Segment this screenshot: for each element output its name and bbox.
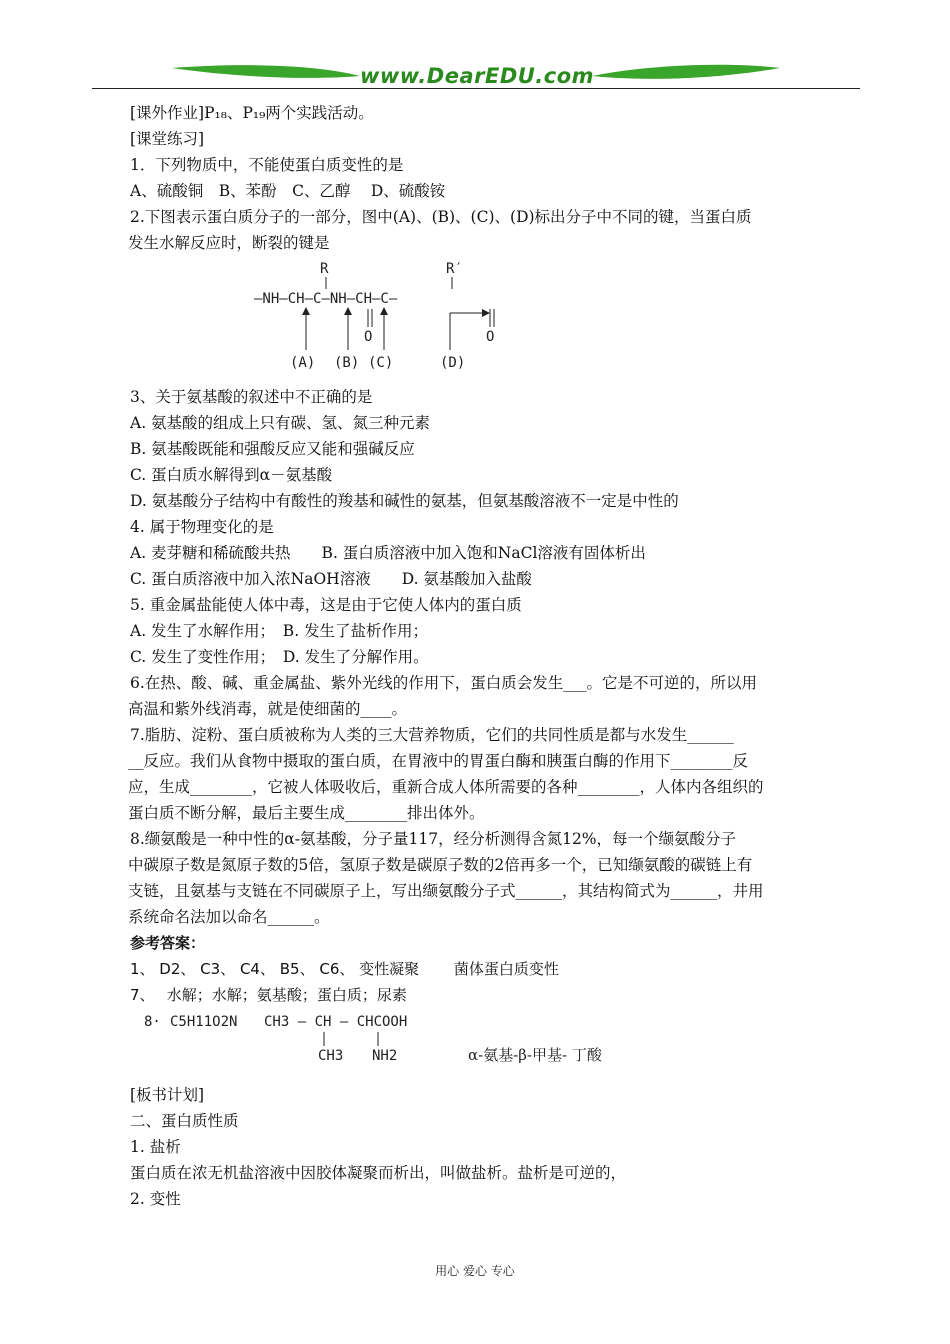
answers-line: 7、 水解；水解；氨基酸；蛋白质；尿素 [130,986,407,1004]
text-line: 支链，且氨基与支链在不同碳原子上，写出缬氨酸分子式______，其结构简式为______，井用 [128,882,764,900]
text-line: 1．下列物质中，不能使蛋白质变性的是 [130,156,404,174]
text-line: 8.缬氨酸是一种中性的α-氨基酸，分子量117，经分析测得含氮12%，每一个缬氨酸分子 [130,830,737,848]
label-d: (D) [440,355,466,371]
peptide-diagram [250,255,540,375]
text-line: 7.脂肪、淀粉、蛋白质被称为人类的三大营养物质，它们的共同性质是都与水发生______ [130,726,734,744]
peptide-chain: —NH—CH—C—NH—CH—C— [254,291,398,307]
text-line: A. 发生了水解作用； B. 发生了盐析作用； [130,622,429,640]
arrow-head [302,307,310,315]
label-a: (A) [290,355,316,371]
page-footer: 用心 爱心 专心 [435,1264,515,1278]
text-line: [板书计划] [130,1086,205,1104]
valine-formula [140,1008,700,1068]
text-line: 1. 盐析 [130,1138,181,1156]
text-line: 蛋白质在浓无机盐溶液中因胶体凝聚而析出，叫做盐析。盐析是可逆的， [130,1164,627,1182]
text-line: A. 麦芽糖和稀硫酸共热 B. 蛋白质溶液中加入饱和NaCl溶液有固体析出 [130,544,646,562]
systematic-name: α-氨基-β-甲基- 丁酸 [468,1046,602,1064]
molecular-formula: C5H11O2N [170,1014,238,1030]
text-line: A. 氨基酸的组成上只有碳、氢、氮三种元素 [130,414,431,432]
text-line: [课外作业]P₁₈、P₁₉两个实践活动。 [130,104,374,122]
arrow-head [482,309,490,317]
oxygen-label: O [364,329,373,345]
text-line: 4. 属于物理变化的是 [130,518,274,536]
branch-methyl: CH3 [318,1048,344,1064]
right-swoosh [592,65,780,79]
text-line: 2.下图表示蛋白质分子的一部分，图中(A)、(B)、(C)、(D)标出分子中不同的键，当蛋白质 [130,208,752,226]
arrow-head [344,307,352,315]
left-swoosh [172,65,360,78]
header-rule [92,88,860,89]
text-line: C. 发生了变性作用； D. 发生了分解作用。 [130,648,429,666]
arrow-head [380,307,388,315]
text-line: 发生水解反应时，断裂的键是 [128,234,330,252]
text-line: 5. 重金属盐能使人体中毒，这是由于它使人体内的蛋白质 [130,596,522,614]
text-line: __反应。我们从食物中摄取的蛋白质，在胃液中的胃蛋白酶和胰蛋白酶的作用下________反 [128,752,749,770]
text-line: 2. 变性 [130,1190,181,1208]
text-line: C. 蛋白质水解得到α－氨基酸 [130,466,333,484]
answers-line: 1、 D2、 C3、 C4、 B5、 C6、 变性凝聚 菌体蛋白质变性 [130,960,559,978]
text-line: C. 蛋白质溶液中加入浓NaOH溶液 D. 氨基酸加入盐酸 [130,570,532,588]
text-line: A、硫酸铜 B、苯酚 C、乙醇 D、硫酸铵 [130,182,446,200]
text-line: 应，生成________，它被人体吸收后，重新合成人体所需要的各种________，人体内各组织的 [128,778,764,796]
label-b: (B) [334,355,360,371]
r-group-label: R [320,261,329,277]
answers-heading: 参考答案： [130,934,206,952]
text-line: 6.在热、酸、碱、重金属盐、紫外光线的作用下，蛋白质会发生___。它是不可逆的，所以用 [130,674,758,692]
site-logo: www.DearEDU.com [359,64,595,88]
label-c: (C) [368,355,394,371]
text-line: 系统命名法加以命名______。 [128,908,330,926]
formula-number: 8· [144,1014,161,1030]
structural-formula: CH3 — CH — CHCOOH [264,1014,408,1030]
branch-amino: NH2 [372,1048,398,1064]
text-line: 高温和紫外线消毒，就是使细菌的____。 [128,700,408,718]
text-line: 蛋白质不断分解，最后主要生成________排出体外。 [128,804,485,822]
text-line: 二、蛋白质性质 [130,1112,239,1130]
r-prime-group-label: R′ [446,261,463,277]
text-line: D. 氨基酸分子结构中有酸性的羧基和碱性的氨基，但氨基酸溶液不一定是中性的 [130,492,679,510]
text-line: 3、关于氨基酸的叙述中不正确的是 [130,388,373,406]
text-line: B. 氨基酸既能和强酸反应又能和强碱反应 [130,440,415,458]
oxygen-label: O [486,329,495,345]
text-line: 中碳原子数是氮原子数的5倍，氢原子数是碳原子数的2倍再多一个，已知缬氨酸的碳链上有 [128,856,753,874]
text-line: [课堂练习] [130,130,205,148]
